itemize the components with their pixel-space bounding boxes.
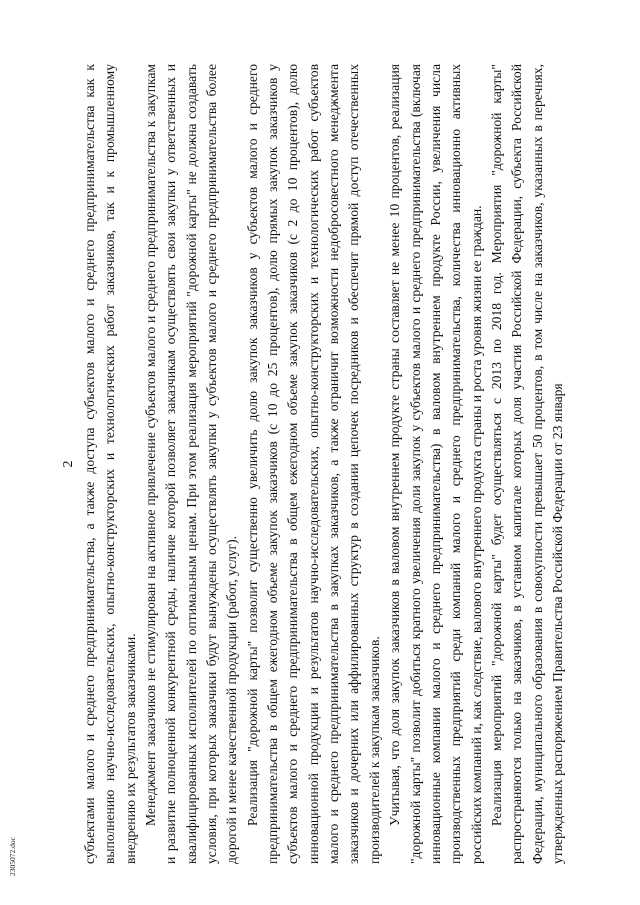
page-number: 2 xyxy=(61,460,76,468)
document-body xyxy=(80,64,568,864)
paragraph: субъектами малого и среднего предпринимательства, а также доступа субъектов малого и среднего предпринимательства как к выполнению научно-исследовательских, опытно-конструкторских и технологических работ заказчиков, так и к промышленному внедрению их результатов заказчиками. xyxy=(82,64,138,864)
paragraph: Учитывая, что доля закупок заказчиков в валовом внутреннем продукте страны составляет не менее 10 процентов, реализация "дорожной карты" позволит добиться кратного увеличения доли закупок у субъектов малого и среднего предпринимательства (включая инновационные компании малого и среднего предпринимательства) в валовом внутреннем продукте России, увеличения числа производственных предприятий среди компаний малого и среднего предпринимательства, количества инновационно активных российских компаний и, как следствие, валового внутреннего продукта страны и роста уровня жизни ее граждан. xyxy=(387,64,484,864)
paragraph: Менеджмент заказчиков не стимулирован на активное привлечение субъектов малого и среднего предпринимательства к закупкам и развитие полноценной конкурентной среды, наличие которой позволяет заказчикам осуществлять свои закупки у ответственных и квалифицированных исполнителей по оптимальным ценам. При этом реализация мероприятий "дорожной карты" не должна создавать условия, при которых заказчики будут вынуждены осуществлять закупки у субъектов малого и среднего предпринимательства более дорогой и менее качественной продукции (работ, услуг). xyxy=(143,64,240,864)
rotated-page-content xyxy=(52,64,590,864)
paragraph: Реализация "дорожной карты" позволит существенно увеличить долю закупок заказчиков у субъектов малого и среднего предпринимательства в общем ежегодном объеме закупок заказчиков (с 10 до 25 процентов), долю прямых закупок заказчиков у субъектов малого и среднего предпринимательства в общем ежегодном объеме закупок заказчиков (с 2 до 10 процентов), долю инновационной продукции и результатов научно-исследовательских, опытно-конструкторских и технологических работ субъектов малого и среднего предпринимательства в закупках заказчиков, а также ограничит возможности недобросовестного менеджмента заказчиков и дочерних или аффилированных структур в создании цепочек посредников и обеспечит прямой доступ отечественных производителей к закупкам заказчиков. xyxy=(244,64,382,864)
file-code-footer: 2305072.doc xyxy=(8,837,17,876)
paragraph: Реализация мероприятий "дорожной карты" будет осуществляться с 2013 по 2018 год. Мероприятия "дорожной карты" распространяются только на заказчиков, в уставном капитале которых доля участия Российской Федерации, субъекта Российской Федерации, муниципального образования в совокупности превышает 50 процентов, в том числе на заказчиков, указанных в перечнях, утвержденных распоряжением Правительства Российской Федерации от 23 января xyxy=(488,64,565,864)
